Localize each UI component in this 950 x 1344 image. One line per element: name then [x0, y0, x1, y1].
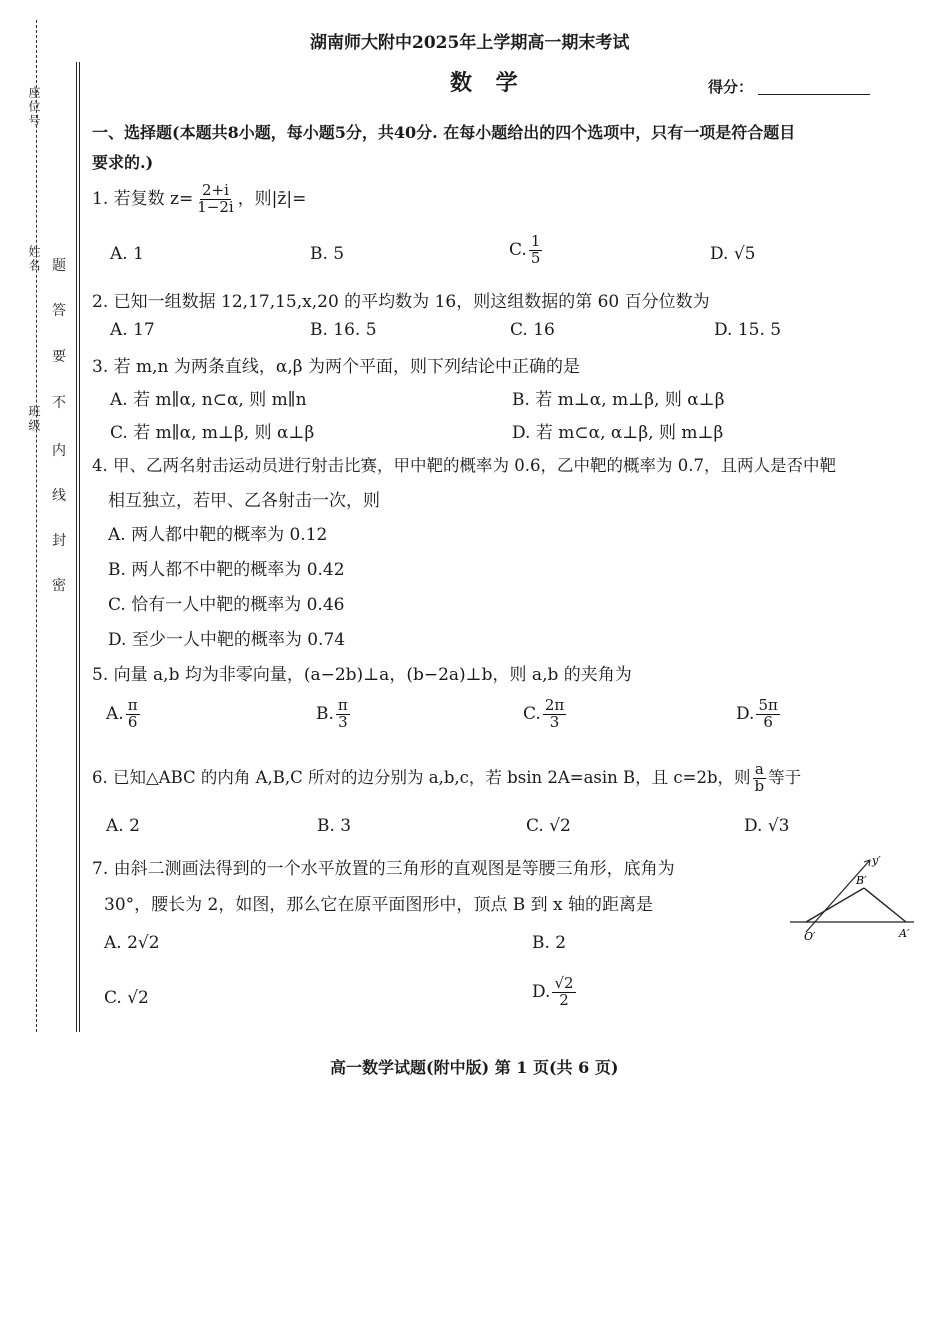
q6-option-a[interactable]: A. 2	[106, 816, 140, 836]
q5-option-b-num: π	[337, 696, 348, 714]
label-a-prime: A′	[899, 927, 910, 940]
class-label: 班级	[27, 405, 41, 433]
q3-option-d[interactable]: D. 若 m⊂α, α⊥β, 则 m⊥β	[512, 423, 724, 443]
binding-mark-6: 要	[52, 349, 66, 365]
q1-option-c-prefix: C.	[509, 239, 527, 260]
q5-stem: 5. 向量 a,b 均为非零向量，(a−2b)⊥a，(b−2a)⊥b，则 a,b 的夹角为	[92, 665, 632, 685]
seat-label: 座位号	[27, 86, 41, 128]
q6-option-c[interactable]: C. √2	[526, 816, 571, 836]
q5-option-c-prefix: C.	[523, 703, 541, 724]
name-label: 姓名	[27, 245, 41, 273]
q5-option-d[interactable]	[736, 698, 782, 731]
q4-option-c[interactable]: C. 恰有一人中靶的概率为 0.46	[108, 595, 345, 615]
q5-option-a-den: 6	[127, 712, 138, 731]
q1-option-b[interactable]: B. 5	[310, 244, 345, 264]
binding-mark-1: 密	[52, 578, 66, 594]
binding-mark-3: 线	[52, 488, 66, 504]
q1-stem	[92, 183, 306, 216]
label-b-prime: B′	[856, 874, 867, 887]
edge-o-b	[806, 888, 864, 922]
q4-stem-line1: 4. 甲、乙两名射击运动员进行射击比赛，甲中靶的概率为 0.6，乙中靶的概率为 0.7，且两人是否中靶	[92, 456, 836, 475]
q5-option-d-den: 6	[763, 712, 773, 731]
section-heading-line1: 一、选择题(本题共8小题，每小题5分，共40分. 在每小题给出的四个选项中，只有一项是符合题目	[92, 123, 796, 142]
label-y-prime: y′	[872, 854, 881, 867]
q6-stem	[92, 762, 801, 795]
q1-suffix: ，则|z̄|=	[237, 188, 307, 209]
page-footer: 高一数学试题(附中版) 第 1 页(共 6 页)	[330, 1058, 619, 1077]
label-o-prime: O′	[804, 930, 816, 943]
score-blank[interactable]	[758, 76, 870, 95]
q2-stem: 2. 已知一组数据 12,17,15,x,20 的平均数为 16，则这组数据的第 60 百分位数为	[92, 292, 710, 312]
y-prime-axis	[806, 860, 870, 932]
q5-option-b-den: 3	[338, 712, 348, 731]
q1-option-c-den: 5	[530, 248, 541, 267]
q3-option-c[interactable]: C. 若 m∥α, m⊥β, 则 α⊥β	[110, 423, 315, 443]
q5-option-a-prefix: A.	[106, 703, 124, 724]
exam-title: 湖南师大附中2025年上学期高一期末考试	[310, 33, 630, 53]
q1-option-c-num: 1	[530, 232, 541, 250]
q6-frac-den: b	[754, 776, 765, 795]
q7-option-d-num: √2	[554, 974, 574, 992]
q4-option-b[interactable]: B. 两人都不中靶的概率为 0.42	[108, 560, 345, 580]
q5-option-b-prefix: B.	[316, 703, 334, 724]
q7-stem-line1: 7. 由斜二测画法得到的一个水平放置的三角形的直观图是等腰三角形，底角为	[92, 859, 675, 879]
q5-option-a-num: π	[127, 696, 138, 714]
q1-frac-num: 2+i	[202, 181, 229, 199]
q6-stem-text: 6. 已知△ABC 的内角 A,B,C 所对的边分别为 a,b,c，若 bsin 2A=asin B，且 c=2b，则	[92, 767, 751, 787]
q5-option-d-num: 5π	[758, 696, 778, 714]
q7-option-d[interactable]	[532, 976, 578, 1009]
q2-option-a[interactable]: A. 17	[110, 320, 155, 340]
score-label: 得分：	[708, 78, 754, 96]
q2-option-d[interactable]: D. 15. 5	[714, 320, 782, 340]
q5-option-c-num: 2π	[544, 696, 565, 714]
binding-dashed-line-outer	[36, 20, 37, 1032]
q5-option-c-den: 3	[549, 712, 560, 731]
q5-option-d-prefix: D.	[736, 703, 755, 724]
binding-mark-7: 答	[52, 303, 66, 319]
q5-option-b[interactable]	[316, 698, 352, 731]
q5-option-c[interactable]	[523, 698, 568, 731]
q1-option-c[interactable]	[509, 234, 544, 267]
q2-option-c[interactable]: C. 16	[510, 320, 555, 340]
subject-title: 数 学	[450, 70, 526, 96]
q6-suffix: 等于	[768, 767, 802, 787]
q3-option-b[interactable]: B. 若 m⊥α, m⊥β, 则 α⊥β	[512, 390, 725, 410]
q2-option-b[interactable]: B. 16. 5	[310, 320, 377, 340]
q1-prefix: 1. 若复数 z=	[92, 188, 194, 209]
q7-option-c[interactable]: C. √2	[104, 988, 149, 1008]
q1-option-a[interactable]: A. 1	[110, 244, 144, 264]
binding-mark-4: 内	[52, 443, 66, 459]
q7-option-d-prefix: D.	[532, 981, 551, 1002]
q6-frac-num: a	[754, 760, 764, 778]
binding-solid-line-2	[79, 62, 80, 1032]
section-heading-line2: 要求的.)	[92, 153, 154, 172]
q5-option-a[interactable]	[106, 698, 142, 731]
binding-mark-2: 封	[52, 533, 66, 549]
q1-frac-den: 1−2i	[197, 197, 234, 216]
q7-oblique-triangle-figure	[786, 852, 916, 952]
q7-stem-line2: 30°，腰长为 2，如图，那么它在原平面图形中，顶点 B 到 x 轴的距离是	[104, 895, 654, 915]
q6-option-b[interactable]: B. 3	[317, 816, 352, 836]
binding-solid-line	[76, 62, 77, 1032]
q1-option-d[interactable]: D. √5	[710, 244, 756, 264]
binding-mark-5: 不	[52, 395, 66, 411]
q3-option-a[interactable]: A. 若 m∥α, n⊂α, 则 m∥n	[110, 390, 307, 410]
q6-option-d[interactable]: D. √3	[744, 816, 790, 836]
q4-stem-line2: 相互独立，若甲、乙各射击一次，则	[108, 491, 380, 511]
q3-stem: 3. 若 m,n 为两条直线，α,β 为两个平面，则下列结论中正确的是	[92, 357, 581, 377]
binding-mark-8: 题	[52, 258, 66, 274]
q7-option-d-den: 2	[559, 990, 569, 1009]
q7-option-b[interactable]: B. 2	[532, 933, 567, 953]
q7-option-a[interactable]: A. 2√2	[104, 933, 160, 953]
edge-b-a	[864, 888, 906, 922]
q4-option-a[interactable]: A. 两人都中靶的概率为 0.12	[108, 525, 328, 545]
q4-option-d[interactable]: D. 至少一人中靶的概率为 0.74	[108, 630, 346, 650]
